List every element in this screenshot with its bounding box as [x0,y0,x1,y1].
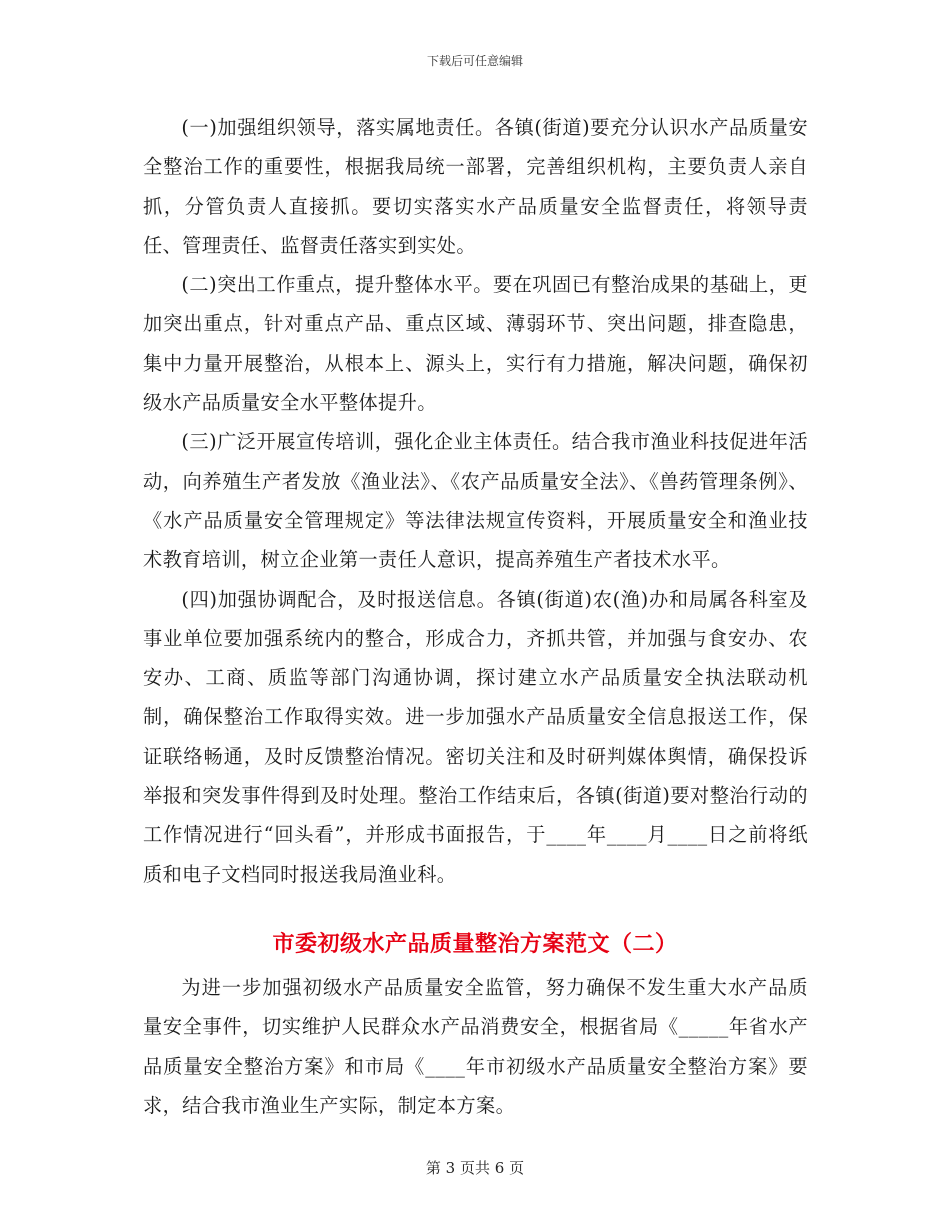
section-body-text [143,968,808,1125]
section-paragraph-1: 为进一步加强初级水产品质量安全监管，努力确保不发生重大水产品质量安全事件，切实维护人民群众水产品消费安全，根据省局《_____年省水产品质量安全整治方案》和市局《____年市初级水产品质量安全整治方案》要求，结合我市渔业生产实际，制定本方案。 [143,976,808,1117]
paragraph-4: (四)加强协调配合，及时报送信息。各镇(街道)农(渔)办和局属各科室及事业单位要加强系统内的整合，形成合力，齐抓共管，并加强与食安办、农安办、工商、质监等部门沟通协调，探讨建立水产品质量安全执法联动机制，确保整治工作取得实效。进一步加强水产品质量安全信息报送工作，保证联络畅通，及时反馈整治情况。密切关注和及时研判媒体舆情，确保投诉举报和突发事件得到及时处理。整治工作结束后，各镇(街道)要对整治行动的工作情况进行“回头看”，并形成书面报告，于____年____月____日之前将纸质和电子文档同时报送我局渔业科。 [143,587,808,886]
paragraph-3: (三)广泛开展宣传培训，强化企业主体责任。结合我市渔业科技促进年活动，向养殖生产者发放《渔业法》、《农产品质量安全法》、《兽药管理条例》、《水产品质量安全管理规定》等法律法规宣传资料，开展质量安全和渔业技术教育培训，树立企业第一责任人意识，提高养殖生产者技术水平。 [143,430,808,572]
header-note: 下载后可任意编辑 [426,54,523,68]
body-text [143,108,808,894]
section-title: 市委初级水产品质量整治方案范文（二） [272,931,678,957]
paragraph-2: (二)突出工作重点，提升整体水平。要在巩固已有整治成果的基础上，更加突出重点，针对重点产品、重点区域、薄弱环节、突出问题，排查隐患，集中力量开展整治，从根本上、源头上，实行有力措施，解决问题，确保初级水产品质量安全水平整体提升。 [143,273,808,415]
page-number-footer: 第 3 页共 6 页 [425,1159,525,1177]
paragraph-1: (一)加强组织领导，落实属地责任。各镇(街道)要充分认识水产品质量安全整治工作的重要性，根据我局统一部署，完善组织机构，主要负责人亲自抓，分管负责人直接抓。要切实落实水产品质量安全监督责任，将领导责任、管理责任、监督责任落实到实处。 [143,116,808,257]
